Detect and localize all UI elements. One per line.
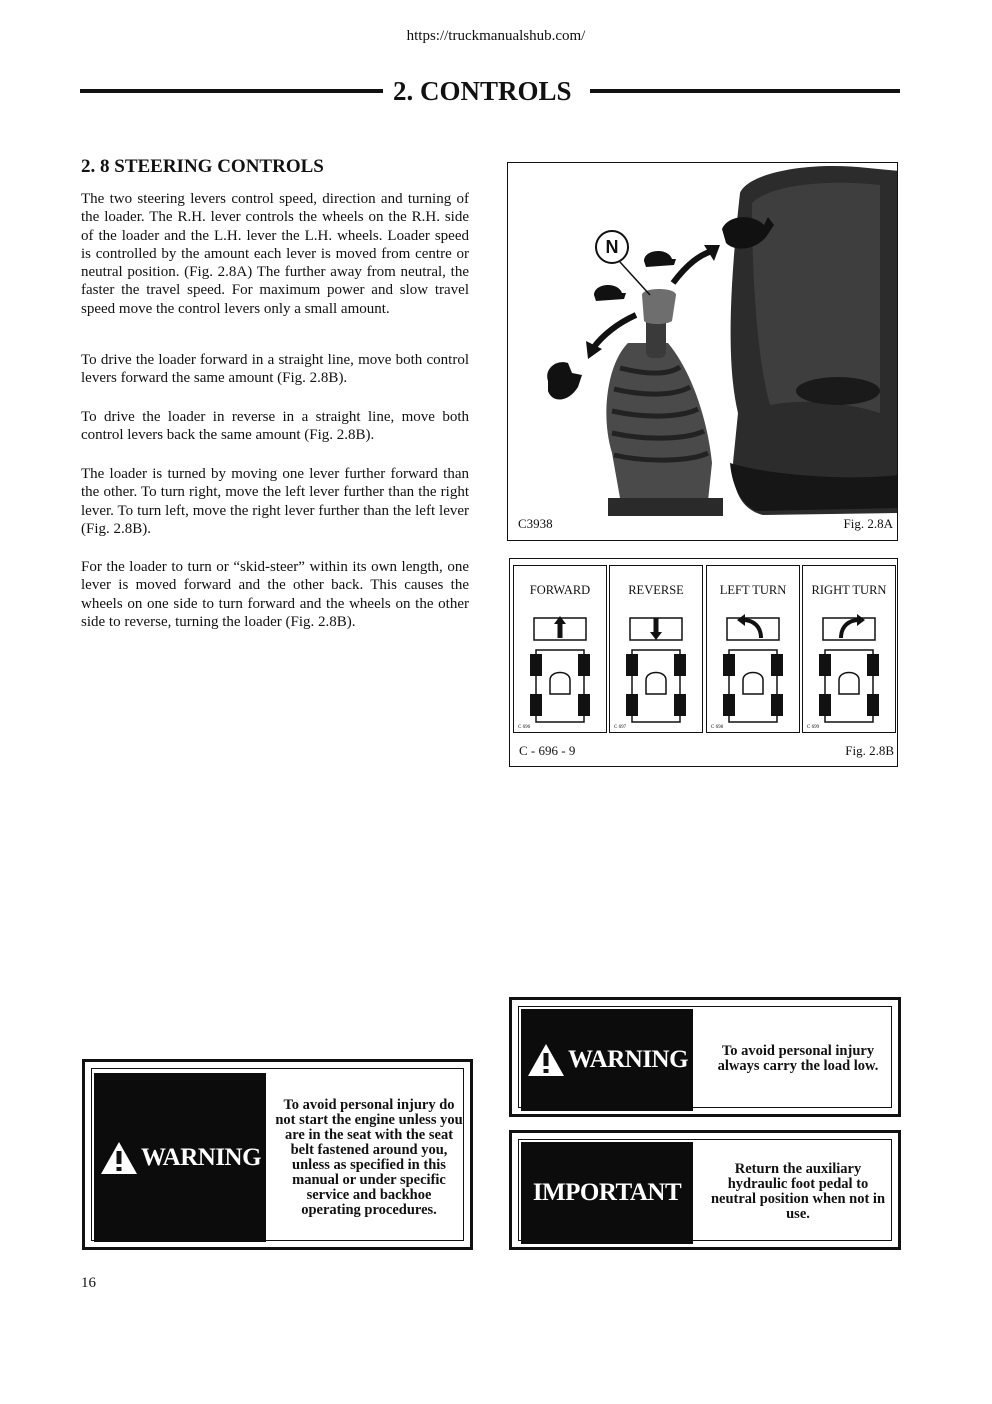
- panel-reverse: [609, 565, 703, 733]
- paragraph-turning: The loader is turned by moving one lever further forward than the other. To turn right, move the left lever further than the right lever. To turn left, move the right lever further than the left lever (Fig. 2.8B).: [81, 466, 469, 537]
- page-number: 16: [81, 1275, 96, 1291]
- important-pedal-text: Return the auxiliary hydraulic foot pedal to neutral position when not in use.: [710, 1161, 886, 1222]
- important-pedal-box: [509, 1130, 901, 1250]
- loader-right-turn-diagram: [803, 610, 894, 730]
- important-badge: [521, 1142, 693, 1244]
- warning-label: WARNING: [567, 1046, 689, 1073]
- chapter-header: [80, 76, 900, 106]
- figure-2-8b: [509, 558, 898, 767]
- panel-label: FORWARD: [529, 583, 591, 597]
- lever-seat-illustration: [508, 163, 898, 541]
- source-url[interactable]: https://truckmanualshub.com/: [406, 28, 586, 44]
- loader-forward-diagram: [514, 610, 605, 730]
- warning-seat-box: [82, 1059, 473, 1250]
- figure-code: C - 696 - 9: [519, 743, 576, 758]
- paragraph-skid-steer: For the loader to turn or “skid-steer” within its own length, one lever is moved forward and the other back. This causes the wheels on one side to turn forward and the wheels on the other side to reverse, turning the loader (Fig. 2.8B).: [81, 559, 469, 630]
- svg-text:C 698: C 698: [711, 725, 724, 730]
- figure-2-8a: [507, 162, 898, 541]
- svg-text:C 699: C 699: [807, 725, 820, 730]
- header-rule-right: [590, 89, 900, 93]
- section-title: 2. 8 STEERING CONTROLS: [81, 156, 324, 177]
- paragraph-forward: To drive the loader forward in a straight line, move both control levers forward the same amount (Fig. 2.8B).: [81, 352, 469, 387]
- important-label: IMPORTANT: [532, 1179, 682, 1206]
- warning-badge: [94, 1073, 266, 1242]
- warning-badge: [521, 1009, 693, 1111]
- warning-load-text: To avoid personal injury always carry the load low.: [717, 1043, 879, 1074]
- chapter-title: 2. CONTROLS: [393, 76, 572, 106]
- warning-load-box: [509, 997, 901, 1117]
- panel-label: LEFT TURN: [719, 583, 787, 597]
- svg-text:C 696: C 696: [518, 725, 531, 730]
- figure-label: Fig. 2.8B: [845, 743, 894, 758]
- loader-left-turn-diagram: [707, 610, 798, 730]
- figure-code: C3938: [518, 516, 553, 531]
- paragraph-intro: The two steering levers control speed, direction and turning of the loader. The R.H. lever controls the wheels on the R.H. side of the loader and the L.H. lever the L.H. wheels. Loader speed is controlled by the amount each lever is moved from centre or neutral position. (Fig. 2.8A) The further away from neutral, the faster the travel speed. For maximum power and slow travel speed move the control levers only a small amount.: [81, 191, 469, 317]
- paragraph-reverse: To drive the loader in reverse in a straight line, move both control levers back the same amount (Fig. 2.8B).: [81, 409, 469, 444]
- figure-label: Fig. 2.8A: [843, 516, 893, 531]
- warning-label: WARNING: [140, 1143, 262, 1171]
- panel-forward: [513, 565, 607, 733]
- panel-label: RIGHT TURN: [811, 583, 887, 597]
- panel-left-turn: [706, 565, 800, 733]
- warning-seat-text: To avoid personal injury do not start the engine unless you are in the seat with the seat belt fastened around you, unless as specified in this manual or under specific service and backhoe operating procedures.: [275, 1096, 463, 1218]
- panel-right-turn: [802, 565, 896, 733]
- loader-reverse-diagram: [610, 610, 701, 730]
- header-rule-left: [80, 89, 383, 93]
- svg-text:N: N: [605, 237, 619, 257]
- warning-triangle-icon: [99, 1140, 139, 1176]
- svg-text:C 697: C 697: [614, 725, 627, 730]
- panel-label: REVERSE: [628, 583, 684, 597]
- warning-triangle-icon: [526, 1042, 566, 1078]
